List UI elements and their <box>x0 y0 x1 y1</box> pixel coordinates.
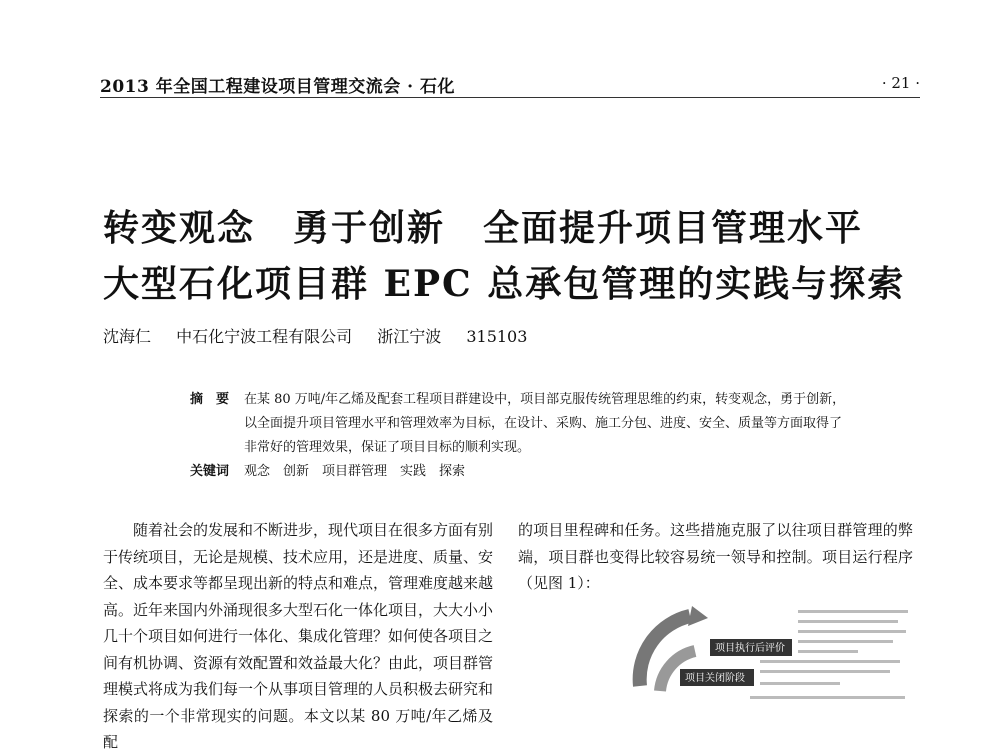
arrow-head <box>688 606 708 626</box>
author-location: 浙江宁波 <box>377 327 442 346</box>
author-org: 中石化宁波工程有限公司 <box>176 327 353 346</box>
figure-1-project-process <box>600 596 920 706</box>
title-line-2: 大型石化项目群 EPC 总承包管理的实践与探索 <box>103 263 906 305</box>
process-diagram <box>600 596 920 706</box>
header-conference: 2013 年全国工程建设项目管理交流会 · 石化 <box>100 77 455 97</box>
header-page-number: · 21 · <box>881 74 920 92</box>
phase-label-evaluation: 项目执行后评价 <box>715 643 785 654</box>
abstract-text: 在某 80 万吨/年乙烯及配套工程项目群建设中，项目部克服传统管理思维的约束，转变观念，勇于创新，以全面提升项目管理水平和管理效率为目标，在设计、采购、施工分包、进度、安全、质量等方面取得了非常好的管理效果，保证了项目目标的顺利实现。 <box>244 392 846 455</box>
header-rule <box>100 97 920 98</box>
body-paragraph: 随着社会的发展和不断进步，现代项目在很多方面有别于传统项目，无论是规模、技术应用，还是进度、质量、安全、成本要求等都呈现出新的特点和难点，管理难度越来越高。近年来国内外涌现很多大型石化一体化项目，大大小小几十个项目如何进行一体化、集成化管理？如何使各项目之间有机协调、资源有效配置和效益最大化？由此，项目群管理模式将成为我们每一个从事项目管理的人员积极去研究和探索的一个非常现实的问题。本文以某 80 万吨/年乙烯及配 <box>103 521 494 751</box>
abstract-label: 摘 要 <box>190 392 230 407</box>
phase-label-closing: 项目关闭阶段 <box>685 673 745 684</box>
author-name: 沈海仁 <box>103 327 152 346</box>
keywords-label: 关键词 <box>190 464 230 479</box>
body-column-left <box>103 517 493 756</box>
title-line-1: 转变观念 勇于创新 全面提升项目管理水平 <box>103 207 864 249</box>
author-postcode: 315103 <box>466 327 528 346</box>
running-header <box>100 70 920 100</box>
keywords-text: 观念 创新 项目群管理 实践 探索 <box>244 464 466 479</box>
body-paragraph: 的项目里程碑和任务。这些措施克服了以往项目群管理的弊端，项目群也变得比较容易统一领导和控制。项目运行程序（见图 1）： <box>518 521 913 592</box>
body-column-right <box>518 517 913 597</box>
author-line <box>103 324 547 347</box>
